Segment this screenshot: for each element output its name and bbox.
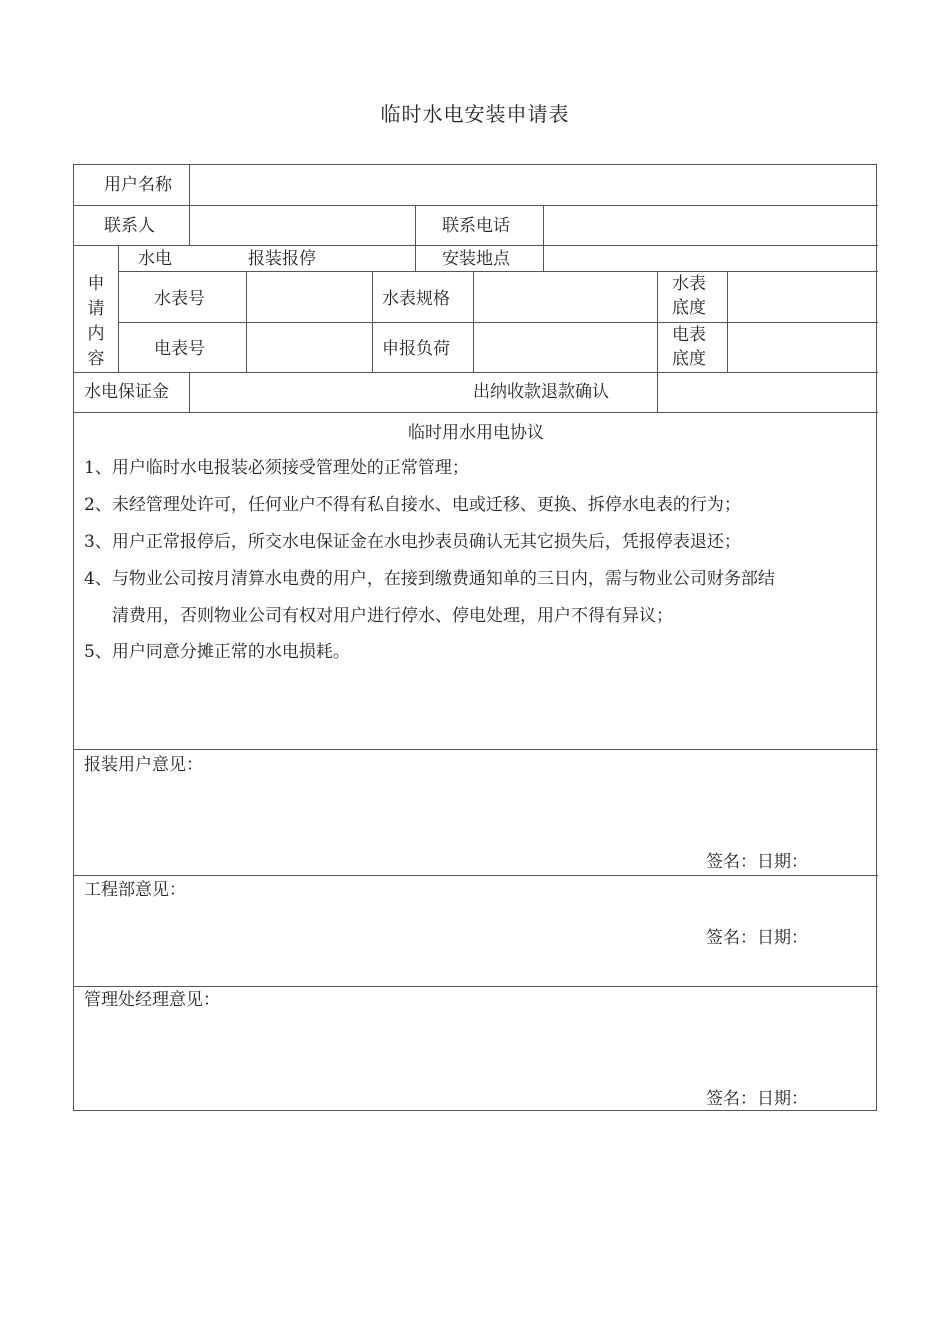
apply-content-label — [74, 272, 118, 372]
elec-meter-base-line: 电表 — [672, 325, 706, 345]
user-opinion-field[interactable] — [74, 779, 878, 849]
agreement-item: 清费用，否则物业公司有权对用户进行停水、停电处理，用户不得有异议； — [112, 606, 673, 626]
row-divider — [74, 875, 878, 876]
manager-opinion-field[interactable] — [74, 1015, 878, 1085]
contact-label: 联系人 — [104, 216, 155, 236]
col-divider — [415, 205, 416, 271]
type-water-elec: 水电 — [138, 249, 172, 269]
elec-meter-base-field[interactable] — [728, 323, 878, 372]
manager-sign-date: 签名：日期： — [706, 1089, 808, 1109]
deposit-label: 水电保证金 — [84, 382, 169, 402]
water-meter-base-field[interactable] — [728, 272, 878, 322]
water-meter-base-line: 底度 — [672, 298, 706, 318]
elec-meter-base-line: 底度 — [672, 349, 706, 369]
apply-char: 容 — [87, 349, 105, 369]
water-meter-base-line: 水表 — [672, 274, 706, 294]
form-title: 临时水电安装申请表 — [380, 102, 570, 126]
user-opinion-label: 报装用户意见： — [84, 755, 203, 775]
agreement-item: 4、与物业公司按月清算水电费的用户，在接到缴费通知单的三日内，需与物业公司财务部结 — [84, 569, 775, 589]
apply-char: 申 — [87, 274, 105, 294]
elec-meter-no-field[interactable] — [247, 323, 372, 372]
col-divider — [118, 245, 119, 372]
water-meter-spec-field[interactable] — [474, 272, 657, 322]
user-name-label: 用户名称 — [104, 175, 172, 195]
phone-label: 联系电话 — [442, 216, 510, 236]
row-divider — [74, 412, 878, 413]
agreement-heading: 临时用水用电协议 — [408, 423, 544, 443]
elec-meter-base-label — [672, 323, 706, 371]
engineering-sign-date: 签名：日期： — [706, 928, 808, 948]
water-meter-no-field[interactable] — [247, 272, 372, 322]
row-divider — [74, 986, 878, 987]
deposit-field[interactable] — [190, 373, 470, 412]
water-meter-base-label — [672, 272, 706, 320]
application-form — [73, 164, 877, 1111]
row-divider — [74, 749, 878, 750]
water-meter-no-label: 水表号 — [154, 289, 205, 309]
engineering-opinion-label: 工程部意见： — [84, 880, 186, 900]
cashier-label: 出纳收款退款确认 — [473, 382, 609, 402]
apply-char: 请 — [87, 299, 105, 319]
type-report: 报装报停 — [248, 249, 316, 269]
agreement-item: 1、用户临时水电报装必须接受管理处的正常管理； — [84, 458, 469, 478]
engineering-opinion-field[interactable] — [74, 903, 878, 923]
elec-meter-no-label: 电表号 — [154, 339, 205, 359]
cashier-confirm-field[interactable] — [658, 373, 878, 412]
load-label: 申报负荷 — [382, 339, 450, 359]
water-meter-spec-label: 水表规格 — [382, 289, 450, 309]
manager-opinion-label: 管理处经理意见： — [84, 990, 220, 1010]
address-label: 安装地点 — [442, 249, 510, 269]
user-sign-date: 签名：日期： — [706, 852, 808, 872]
agreement-item: 5、用户同意分摊正常的水电损耗。 — [84, 642, 350, 662]
user-name-field[interactable] — [190, 165, 878, 205]
phone-field[interactable] — [544, 206, 878, 245]
col-divider — [372, 271, 373, 372]
agreement-item: 3、用户正常报停后，所交水电保证金在水电抄表员确认无其它损失后，凭报停表退还； — [84, 532, 741, 552]
load-field[interactable] — [474, 323, 657, 372]
agreement-item: 2、未经管理处许可，任何业户不得有私自接水、电或迁移、更换、拆停水电表的行为； — [84, 495, 741, 515]
apply-char: 内 — [87, 324, 105, 344]
address-field[interactable] — [544, 246, 878, 271]
contact-field[interactable] — [190, 206, 415, 245]
